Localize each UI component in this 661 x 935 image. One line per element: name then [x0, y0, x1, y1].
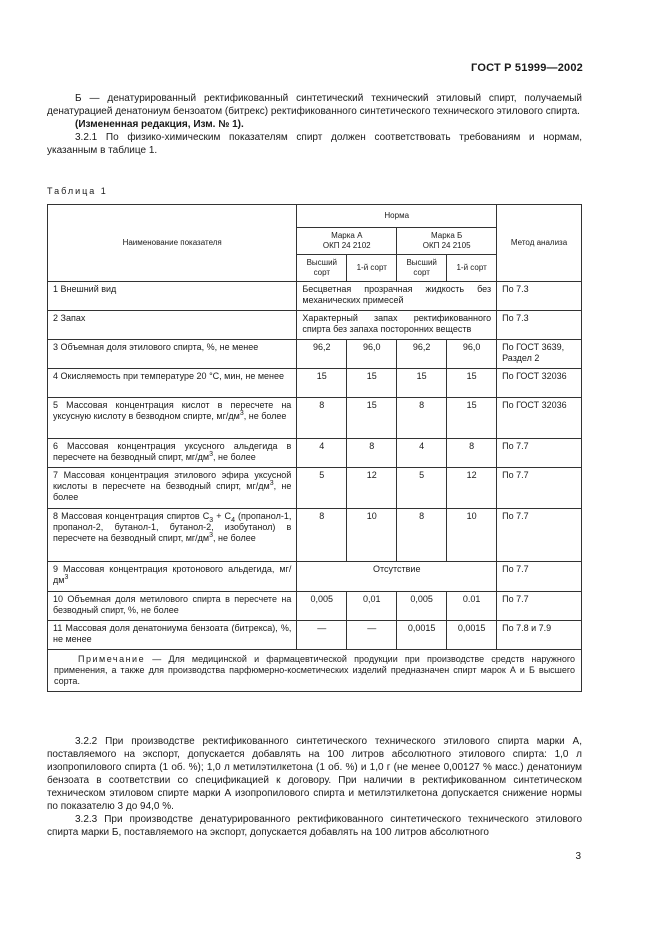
row-norm: Отсутствие [297, 562, 497, 592]
clauses-block [47, 735, 582, 839]
row-name: 2 Запах [48, 311, 297, 340]
row-method: По 7.7 [497, 562, 582, 592]
table-row [48, 468, 582, 509]
row-name-text: 5 Массовая концентрация кислот в пересчете на уксусную кислоту в безводном спирте, мг/дм [53, 400, 292, 421]
table-row [48, 562, 582, 592]
value-b-first: 12 [447, 468, 497, 509]
value-b-first: 15 [447, 398, 497, 439]
value-b-higher: 0,0015 [397, 621, 447, 650]
value-b-first: 96,0 [447, 340, 497, 369]
grade-a-higher: Высший сорт [297, 255, 347, 282]
row-method: По 7.7 [497, 468, 582, 509]
table-row [48, 282, 582, 311]
table-caption: Таблица 1 [47, 186, 108, 196]
table-row [48, 621, 582, 650]
col-header-norm: Норма [297, 205, 497, 228]
row-method: По ГОСТ 32036 [497, 369, 582, 398]
value-a-first: 15 [347, 398, 397, 439]
clause-3-2-2: 3.2.2 При производстве ректификованного синтетического технического этилового спирта марки А, поставляемого на экспорт, допускается добавлять на 100 литров абсолютного этилового спирта: 1,0 л изопропилового спирта (1 об. %); 1,0 л метилэтилкетона (1 об. %) и 1,0 г (не менее 0,00127 % масс.) денатониум бензоата в соответствии со спецификацией к договору. При наличии в ректификованном синтетическом техническом этиловом спирте марки А изопропилового спирта и метилэтилкетона допускается снижение нормы по показателю 3 до 94,0 %. [47, 736, 582, 812]
note-prefix: Примечание [78, 654, 146, 664]
row-method: По 7.7 [497, 439, 582, 468]
row-method: По ГОСТ 32036 [497, 398, 582, 439]
row-name [48, 468, 297, 509]
row-norm: Бесцветная прозрачная жидкость без механических примесей [297, 282, 497, 311]
row-name: 4 Окисляемость при температуре 20 °С, мин, не менее [48, 369, 297, 398]
value-b-first: 8 [447, 439, 497, 468]
row-name [48, 398, 297, 439]
value-b-first: 0.01 [447, 592, 497, 621]
carbon-index: 4 [231, 516, 235, 524]
table-note [48, 650, 582, 692]
table-row [48, 592, 582, 621]
value-a-higher: 15 [297, 369, 347, 398]
row-name-text: 8 Массовая концентрация спиртов С [53, 511, 210, 521]
value-a-first: 15 [347, 369, 397, 398]
row-method: По ГОСТ 3639, Раздел 2 [497, 340, 582, 369]
value-b-higher: 96,2 [397, 340, 447, 369]
row-name-text: + С [213, 511, 232, 521]
row-method: По 7.3 [497, 311, 582, 340]
table-row [48, 439, 582, 468]
row-name-text: 7 Массовая концентрация этилового эфира уксусной кислоты в пересчете на безводный спирт, мг/дм [53, 470, 292, 491]
col-header-method: Метод анализа [497, 205, 582, 282]
row-name-tail: , не более [213, 533, 256, 543]
col-header-name: Наименование показателя [48, 205, 297, 282]
clause-3-2-3: 3.2.3 При производстве денатурированного ректификованного синтетического технического этилового спирта марки Б, поставляемого на экспорт, допускается добавлять на 100 литров абсолютного [47, 814, 582, 838]
amendment-note [47, 118, 582, 131]
brand-a-okp: ОКП 24 2102 [322, 241, 371, 250]
value-a-higher: — [297, 621, 347, 650]
row-name-tail: , не более [53, 481, 292, 502]
value-a-higher: 0,005 [297, 592, 347, 621]
value-a-higher: 8 [297, 398, 347, 439]
note-text: — Для медицинской и фармацевтической продукции при производстве средств наружного применения, а также для производства парфюмерно-косметических изделий предназначен спирт марок А и Б высшего сорта. [54, 654, 575, 686]
value-a-higher: 96,2 [297, 340, 347, 369]
grade-b-first: 1-й сорт [447, 255, 497, 282]
value-b-higher: 0,005 [397, 592, 447, 621]
value-b-first: 15 [447, 369, 497, 398]
unit-exponent: 3 [209, 451, 214, 458]
value-a-higher: 4 [297, 439, 347, 468]
row-name: 11 Массовая доля денатониума бензоата (битрекса), %, не менее [48, 621, 297, 650]
row-name-tail: , не более [213, 452, 256, 462]
table-row [48, 398, 582, 439]
row-name [48, 509, 297, 562]
table-row [48, 369, 582, 398]
value-a-higher: 8 [297, 509, 347, 562]
row-name: 10 Объемная доля метилового спирта в пересчете на безводный спирт, %, не более [48, 592, 297, 621]
clause-3-2-1: 3.2.1 По физико-химическим показателям спирт должен соответствовать требованиям и нормам, указанным в таблице 1. [47, 132, 582, 156]
intro-block [47, 92, 582, 157]
value-a-first: 8 [347, 439, 397, 468]
value-b-higher: 8 [397, 398, 447, 439]
amendment-text: (Измененная редакция, Изм. № 1). [75, 119, 244, 130]
row-name [48, 562, 297, 592]
value-b-higher: 4 [397, 439, 447, 468]
row-name-tail: , не более [243, 411, 287, 421]
row-norm: Характерный запах ректификованного спирта без запаха посторонних веществ [297, 311, 497, 340]
table-row [48, 311, 582, 340]
carbon-index: 3 [209, 516, 214, 524]
value-a-first: 0,01 [347, 592, 397, 621]
unit-exponent: 3 [239, 410, 244, 417]
document-code: ГОСТ Р 51999—2002 [471, 62, 583, 74]
value-b-higher: 5 [397, 468, 447, 509]
unit-exponent: 3 [64, 574, 69, 581]
row-name-text: (пропанол-1, пропанол-2, бутанол-1, бутанол-2, изобутанол) в пересчете на безводный спирт, мг/дм [53, 511, 292, 543]
value-a-higher: 5 [297, 468, 347, 509]
unit-exponent: 3 [269, 480, 274, 487]
table-row [48, 509, 582, 562]
row-method: По 7.8 и 7.9 [497, 621, 582, 650]
grade-b-higher: Высший сорт [397, 255, 447, 282]
row-method: По 7.3 [497, 282, 582, 311]
value-b-higher: 8 [397, 509, 447, 562]
brand-b-header [397, 228, 497, 255]
brand-b-label: Марка Б [431, 231, 463, 240]
table-row [48, 340, 582, 369]
row-name-text: 6 Массовая концентрация уксусного альдегида в пересчете на безводный спирт, мг/дм [53, 441, 292, 462]
value-b-first: 10 [447, 509, 497, 562]
indicators-table [47, 204, 582, 692]
row-method: По 7.7 [497, 509, 582, 562]
grade-a-first: 1-й сорт [347, 255, 397, 282]
row-name: 1 Внешний вид [48, 282, 297, 311]
value-a-first: — [347, 621, 397, 650]
value-a-first: 96,0 [347, 340, 397, 369]
unit-exponent: 3 [209, 532, 214, 539]
value-a-first: 10 [347, 509, 397, 562]
page-number: 3 [575, 851, 581, 862]
value-a-first: 12 [347, 468, 397, 509]
value-b-first: 0,0015 [447, 621, 497, 650]
brand-b-okp: ОКП 24 2105 [422, 241, 471, 250]
row-name [48, 439, 297, 468]
brand-a-header [297, 228, 397, 255]
row-name: 3 Объемная доля этилового спирта, %, не менее [48, 340, 297, 369]
row-method: По 7.7 [497, 592, 582, 621]
intro-paragraph-b: Б — денатурированный ректификованный синтетический технический этиловый спирт, получаемый денатурацией денатониум бензоатом (битрекс) ректификованного синтетического технического этилового спирта. [47, 93, 582, 117]
value-b-higher: 15 [397, 369, 447, 398]
table-note-row [48, 650, 582, 692]
row-name-text: 9 Массовая концентрация кротонового альдегида, мг/дм [53, 564, 292, 585]
brand-a-label: Марка А [331, 231, 363, 240]
